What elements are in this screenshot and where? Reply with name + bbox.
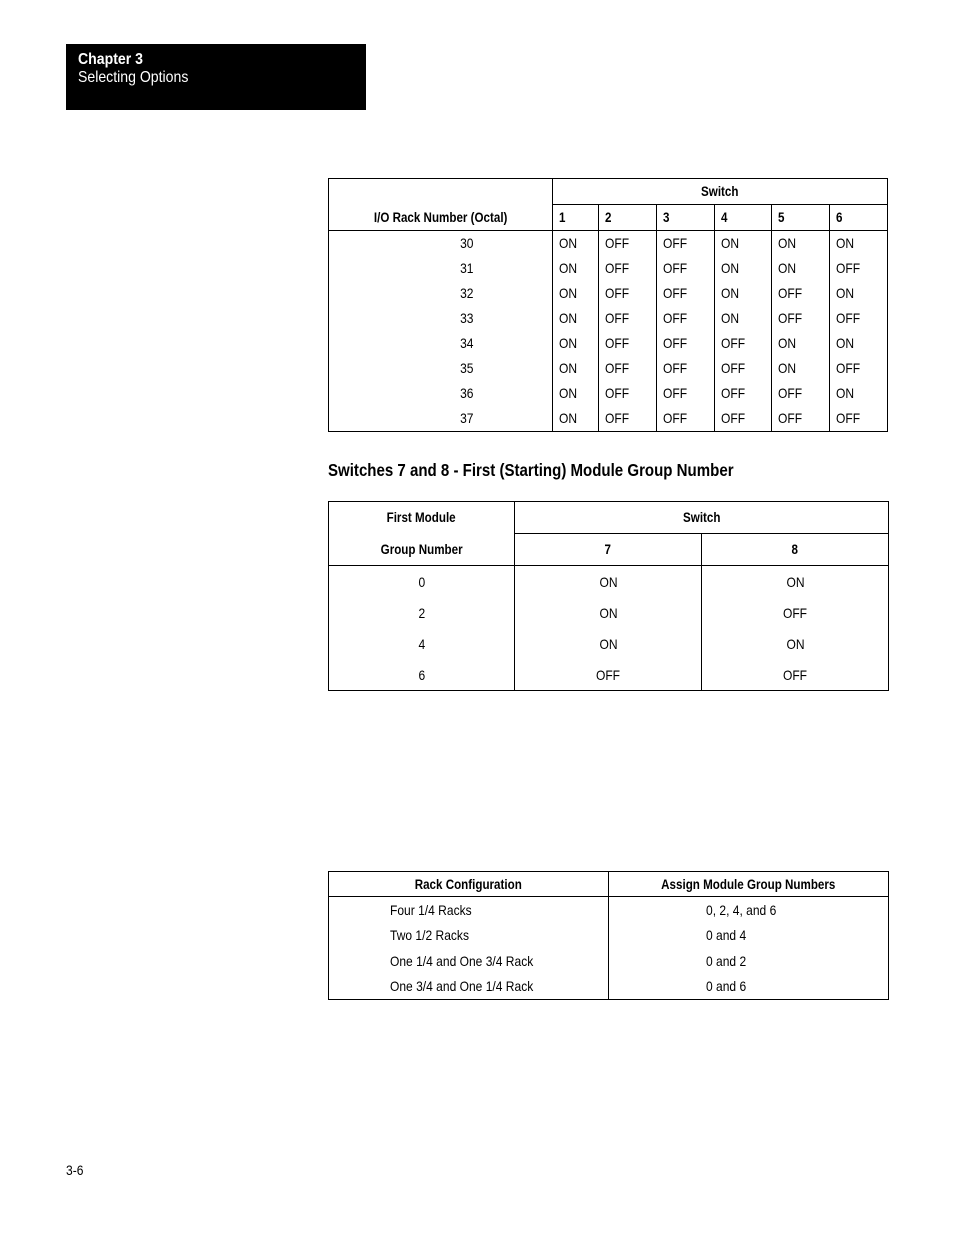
switch-setting-cell: OFF: [656, 381, 714, 406]
table-row: [329, 281, 888, 306]
switch-setting-cell: ON: [553, 356, 599, 381]
switch-header-78: Switch: [515, 502, 889, 534]
rack-switch-table: [328, 178, 888, 432]
switch-setting-cell: ON: [772, 231, 830, 257]
switch-setting-cell: ON: [830, 281, 888, 306]
switch-setting-cell: OFF: [714, 406, 772, 432]
table-row: [329, 566, 889, 598]
switch-setting-cell: ON: [714, 281, 772, 306]
section-heading: Switches 7 and 8 - First (Starting) Module Group Number: [328, 460, 734, 480]
rack-number-header: I/O Rack Number (Octal): [329, 179, 553, 231]
rack-config-cell: One 1/4 and One 3/4 Rack: [329, 948, 609, 974]
switch-setting-cell: OFF: [656, 356, 714, 381]
switch-header: Switch: [553, 179, 888, 205]
group-number-cell: 4: [329, 628, 515, 659]
module-group-table: [328, 501, 889, 691]
table-row: [329, 948, 889, 974]
switch-setting-cell: OFF: [830, 306, 888, 331]
switch-setting-cell: OFF: [599, 331, 657, 356]
rack-number-cell: 34: [460, 335, 474, 351]
switch-setting-cell: OFF: [714, 356, 772, 381]
chapter-header: [66, 44, 366, 110]
switch-setting-cell: OFF: [599, 231, 657, 257]
switch-setting-cell: OFF: [656, 306, 714, 331]
switch-setting-cell: ON: [830, 231, 888, 257]
switch-setting-cell: ON: [553, 406, 599, 432]
table-row: [329, 356, 888, 381]
table-row: [329, 231, 888, 257]
group-number-cell: 0: [329, 566, 515, 598]
switch-number-header: 3: [656, 205, 714, 231]
switch-setting-cell: OFF: [772, 381, 830, 406]
switch-7-cell: OFF: [595, 666, 621, 683]
rack-config-header: Rack Configuration: [329, 872, 609, 897]
switch-setting-cell: OFF: [656, 256, 714, 281]
switch-setting-cell: OFF: [830, 256, 888, 281]
switch-setting-cell: ON: [772, 256, 830, 281]
group-header-line1: First Module: [329, 502, 515, 534]
switch-setting-cell: OFF: [772, 406, 830, 432]
switch-setting-cell: ON: [553, 381, 599, 406]
rack-config-table: [328, 871, 889, 1000]
switch-7-cell: ON: [598, 604, 618, 621]
switch-number-header: 1: [553, 205, 599, 231]
assign-group-cell: 0, 2, 4, and 6: [706, 901, 777, 918]
chapter-title: Chapter 3: [78, 51, 143, 68]
rack-number-cell: 31: [460, 260, 474, 276]
switch-8-cell: OFF: [702, 597, 889, 628]
rack-config-cell: Two 1/2 Racks: [329, 923, 609, 949]
page-number: 3-6: [66, 1162, 84, 1178]
switch-number-header: 6: [830, 205, 888, 231]
switch-setting-cell: ON: [553, 331, 599, 356]
assign-group-cell: 0 and 4: [706, 927, 747, 944]
switch-setting-cell: OFF: [656, 406, 714, 432]
assign-group-cell: 0 and 2: [706, 952, 747, 969]
rack-config-cell: One 3/4 and One 1/4 Rack: [329, 974, 609, 1000]
rack-number-cell: 32: [460, 285, 474, 301]
rack-number-cell: 36: [460, 385, 474, 401]
switch-setting-cell: OFF: [599, 281, 657, 306]
group-number-cell: 2: [329, 597, 515, 628]
switch-setting-cell: OFF: [599, 406, 657, 432]
switch-setting-cell: ON: [714, 256, 772, 281]
table-row: [329, 659, 889, 691]
switch-setting-cell: OFF: [656, 331, 714, 356]
switch-7-cell: ON: [598, 573, 618, 590]
table-row: [329, 406, 888, 432]
switch-number-header: 5: [772, 205, 830, 231]
table-row: [329, 897, 889, 923]
switch-setting-cell: OFF: [830, 356, 888, 381]
switch-setting-cell: OFF: [714, 331, 772, 356]
switch-setting-cell: OFF: [772, 306, 830, 331]
switch-setting-cell: ON: [714, 231, 772, 257]
switch-setting-cell: ON: [553, 306, 599, 331]
switch-setting-cell: OFF: [714, 381, 772, 406]
table-row: [329, 628, 889, 659]
group-header-line2: Group Number: [329, 534, 515, 566]
switch-setting-cell: OFF: [656, 281, 714, 306]
assign-group-header: Assign Module Group Numbers: [609, 872, 889, 897]
switch-setting-cell: OFF: [599, 256, 657, 281]
switch-7-cell: ON: [598, 635, 618, 652]
switch-8-cell: ON: [702, 566, 889, 598]
switch-8-cell: OFF: [702, 659, 889, 691]
chapter-subtitle: Selecting Options: [78, 69, 189, 86]
switch-number-header: 2: [599, 205, 657, 231]
switch-setting-cell: OFF: [772, 281, 830, 306]
rack-config-cell: Four 1/4 Racks: [329, 897, 609, 923]
switch-7-header: 7: [515, 534, 702, 566]
switch-setting-cell: OFF: [830, 406, 888, 432]
switch-setting-cell: ON: [553, 231, 599, 257]
switch-setting-cell: OFF: [656, 231, 714, 257]
table-row: [329, 597, 889, 628]
rack-number-cell: 37: [460, 410, 474, 426]
rack-number-cell: 35: [460, 360, 474, 376]
switch-setting-cell: ON: [772, 356, 830, 381]
rack-number-cell: 30: [460, 235, 474, 251]
table-row: [329, 256, 888, 281]
group-number-cell: 6: [329, 659, 515, 691]
switch-setting-cell: ON: [714, 306, 772, 331]
switch-setting-cell: OFF: [599, 306, 657, 331]
switch-setting-cell: OFF: [599, 381, 657, 406]
switch-setting-cell: ON: [553, 281, 599, 306]
switch-8-cell: ON: [702, 628, 889, 659]
table-row: [329, 331, 888, 356]
switch-setting-cell: ON: [830, 381, 888, 406]
table-row: [329, 381, 888, 406]
switch-setting-cell: ON: [830, 331, 888, 356]
switch-number-header: 4: [714, 205, 772, 231]
switch-setting-cell: OFF: [599, 356, 657, 381]
table-row: [329, 306, 888, 331]
assign-group-cell: 0 and 6: [706, 978, 747, 995]
table-row: [329, 974, 889, 1000]
switch-setting-cell: ON: [553, 256, 599, 281]
switch-8-header: 8: [702, 534, 889, 566]
switch-setting-cell: ON: [772, 331, 830, 356]
table-row: [329, 923, 889, 949]
rack-number-cell: 33: [460, 310, 474, 326]
